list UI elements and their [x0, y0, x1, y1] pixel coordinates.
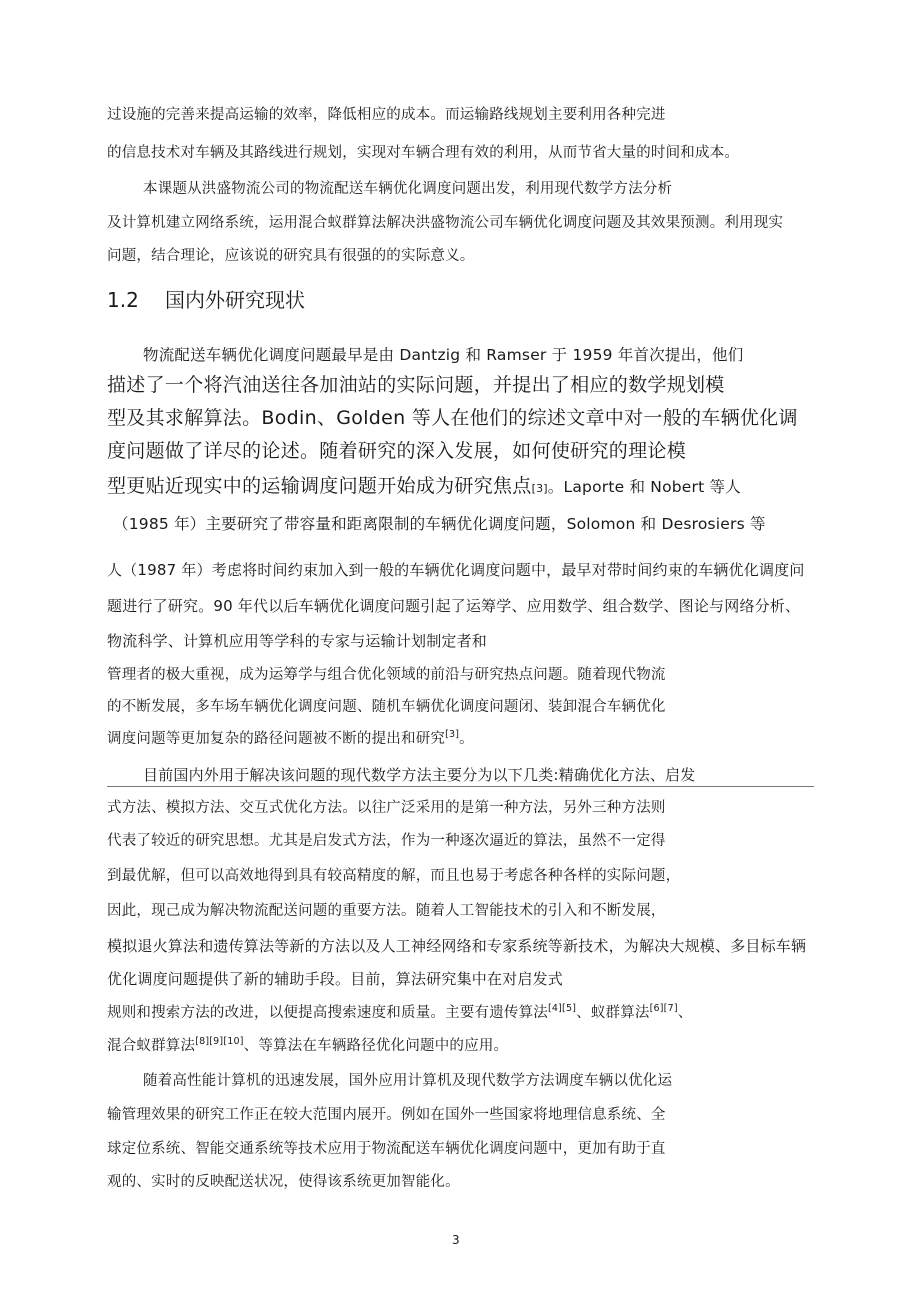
paragraph-line: 型及其求解算法。Bodin、Golden 等人在他们的综述文章中对一般的车辆优化调 [107, 407, 798, 429]
paragraph-line: 球定位系统、智能交通系统等技术应用于物流配送车辆优化调度问题中，更加有助于直 [107, 1141, 666, 1157]
page-number: 3 [452, 1233, 460, 1247]
paragraph-line: 及计算机建立网络系统，运用混合蚁群算法解决洪盛物流公司车辆优化调度问题及其效果预测。利用现实 [107, 215, 784, 231]
paragraph-line [107, 729, 474, 749]
paragraph-line: 到最优解，但可以高效地得到具有较高精度的解，而且也易于考虑各种各样的实际问题， [107, 868, 681, 884]
text-run: 规则和搜索方法的改进，以便提高搜索速度和质量。主要有遗传算法 [107, 1005, 548, 1021]
paragraph-line: 过设施的完善来提高运输的效率，降低相应的成本。而运输路线规划主要利用各种完进 [107, 107, 666, 123]
section-heading [107, 286, 305, 314]
text-run: 调度问题等更加复杂的路径问题被不断的提出和研究 [107, 731, 446, 747]
paragraph-line: 度问题做了详尽的论述。随着研究的深入发展，如何使研究的理论模 [107, 440, 687, 462]
paragraph-line: 目前国内外用于解决该问题的现代数学方法主要分为以下几类:精确优化方法、启发 [143, 766, 696, 784]
paragraph-line: 本课题从洪盛物流公司的物流配送车辆优化调度问题出发，利用现代数学方法分析 [143, 181, 673, 197]
citation-ref: [8][9][10] [195, 1036, 244, 1048]
section-title: 国内外研究现状 [165, 288, 305, 312]
paragraph-line: 随着高性能计算机的迅速发展，国外应用计算机及现代数学方法调度车辆以优化运 [143, 1073, 673, 1089]
paragraph-line: 人（1987 年）考虑将时间约束加入到一般的车辆优化调度问题中，最早对带时间约束的车辆优化调度问 [107, 561, 805, 579]
section-number: 1.2 [107, 288, 139, 312]
paragraph-line [107, 1003, 692, 1023]
paragraph-line: 的信息技术对车辆及其路线进行规划，实现对车辆合理有效的利用，从而节省大量的时间和成本。 [107, 145, 740, 161]
text-run: 、蚁群算法 [576, 1005, 650, 1021]
paragraph-line: 优化调度问题提供了新的辅助手段。目前，算法研究集中在对启发式 [107, 970, 564, 988]
paragraph-line: 描述了一个将汽油送往各加油站的实际问题，并提出了相应的数学规划模 [107, 374, 725, 396]
text-run: 。Laporte 和 Nobert 等人 [547, 478, 741, 496]
horizontal-rule [107, 786, 814, 787]
paragraph-line: 式方法、模拟方法、交互式优化方法。以往广泛采用的是第一种方法，另外三种方法则 [107, 800, 666, 816]
paragraph-line [107, 473, 741, 499]
paragraph-line: 输管理效果的研究工作正在较大范围内展开。例如在国外一些国家将地理信息系统、全 [107, 1107, 666, 1123]
paragraph-line: 问题，结合理论，应该说的研究具有很强的的实际意义。 [107, 248, 475, 264]
citation-ref: [3] [445, 729, 460, 741]
citation-ref: [6][7] [649, 1003, 678, 1015]
paragraph-line: 代表了较近的研究思想。尤其是启发式方法，作为一种逐次逼近的算法，虽然不一定得 [107, 833, 666, 849]
paragraph-line: 模拟退火算法和遗传算法等新的方法以及人工神经网络和专家系统等新技术，为解决大规模、多目标车辆 [107, 937, 807, 955]
text-run: 混合蚁群算法 [107, 1038, 196, 1054]
text-run: 、 [677, 1005, 693, 1021]
citation-ref: [4][5] [548, 1003, 577, 1015]
paragraph-line: 因此，现己成为解决物流配送问题的重要方法。随着人工智能技术的引入和不断发展， [107, 903, 666, 919]
text-run: 型更贴近现实中的运输调度问题开始成为研究焦点 [107, 475, 532, 497]
text-run: 、等算法在车辆路径优化问题中的应用。 [243, 1038, 509, 1054]
paragraph-line: 物流配送车辆优化调度问题最早是由 Dantzig 和 Ramser 于 1959 年首次提出，他们 [143, 346, 744, 364]
paragraph-line [107, 1036, 508, 1056]
text-run: 。 [459, 731, 474, 747]
paragraph-line: （1985 年）主要研究了带容量和距离限制的车辆优化调度问题，Solomon 和 Desrosiers 等 [113, 515, 766, 533]
paragraph-line: 观的、实时的反映配送状况，使得该系统更加智能化。 [107, 1174, 460, 1190]
paragraph-line: 的不断发展，多车场车辆优化调度问题、随机车辆优化调度问题闭、装卸混合车辆优化 [107, 699, 666, 715]
paragraph-line: 管理者的极大重视，成为运筹学与组合优化领域的前沿与研究热点问题。随着现代物流 [107, 667, 666, 683]
paragraph-line: 题进行了研究。90 年代以后车辆优化调度问题引起了运筹学、应用数学、组合数学、图论与网络分析、 [107, 597, 801, 615]
citation-ref: [3] [531, 482, 548, 495]
paragraph-line: 物流科学、计算机应用等学科的专家与运输计划制定者和 [107, 632, 488, 650]
